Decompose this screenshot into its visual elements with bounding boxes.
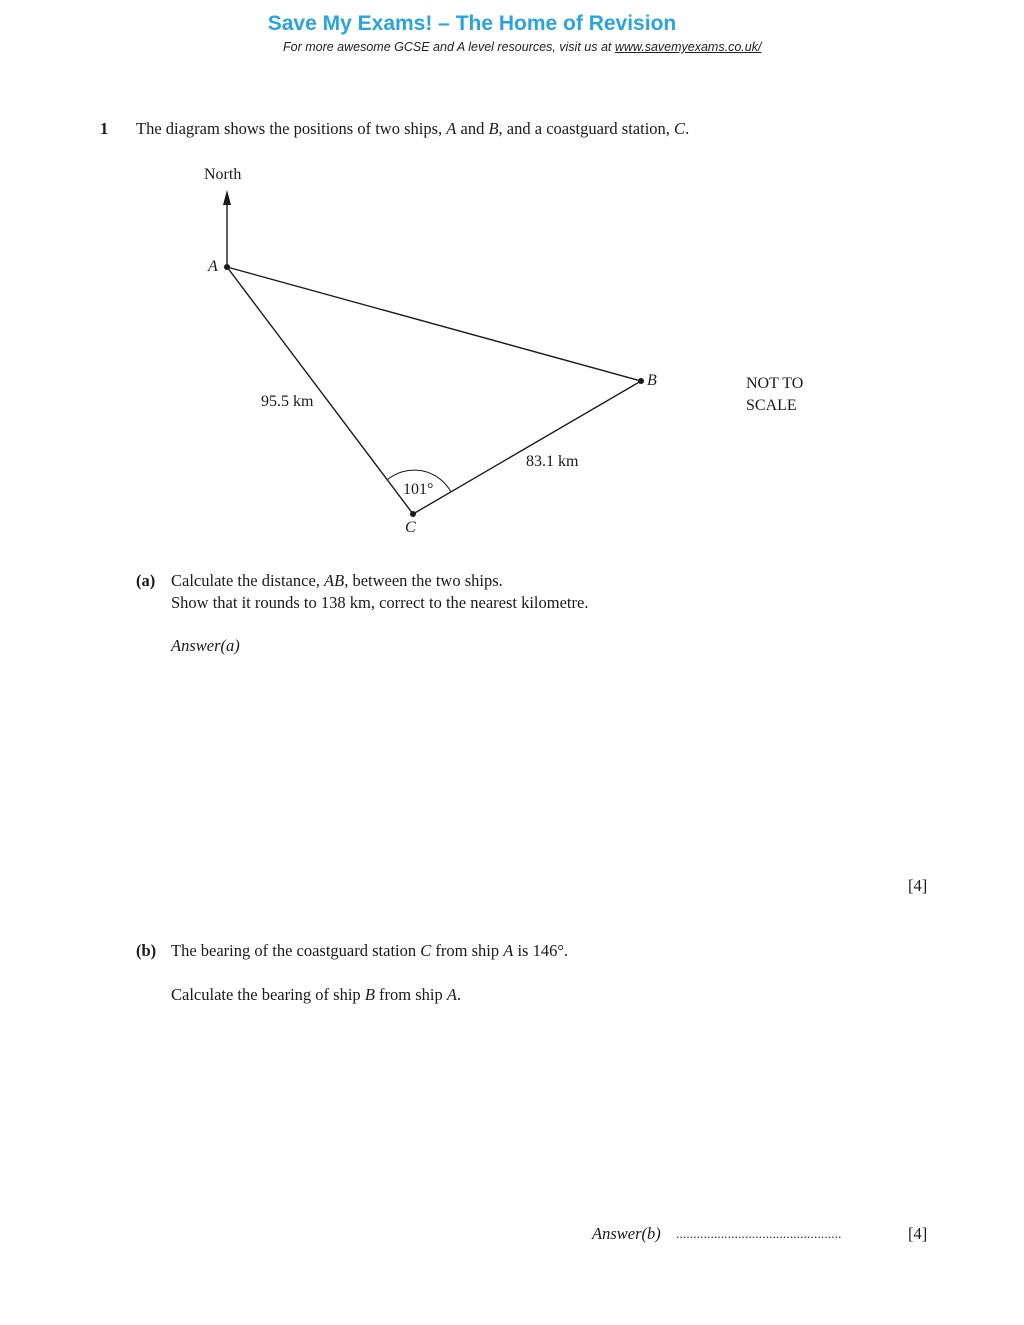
part-b-text: Calculate the bearing of ship — [171, 985, 365, 1004]
side-bc — [413, 381, 641, 514]
intro-text: and — [456, 119, 489, 138]
part-b-text: The bearing of the coastguard station — [171, 941, 421, 960]
site-subtitle-text: For more awesome GCSE and A level resources, visit us at — [283, 40, 615, 54]
side-ac-label: 95.5 km — [261, 393, 314, 410]
north-label: North — [204, 166, 242, 183]
point-a-label: A — [208, 258, 218, 275]
answer-a-label: Answer(a) — [171, 636, 240, 655]
intro-text: . — [685, 119, 690, 138]
part-b-text: from ship — [374, 985, 447, 1004]
intro-text: , and a coastguard station, — [498, 119, 675, 138]
point-a-dot — [224, 264, 230, 270]
part-b-text: . — [456, 985, 462, 1004]
part-a-text: Calculate the distance, — [171, 571, 325, 590]
scale-note-line1: NOT TO — [746, 375, 804, 392]
part-a-marks: [4] — [908, 876, 928, 895]
site-title: Save My Exams! – The Home of Revision — [267, 12, 677, 35]
part-b-label: (b) — [136, 941, 157, 960]
part-b-b: B — [364, 985, 375, 1004]
part-b-text: is 146°. — [513, 941, 569, 960]
point-b-dot — [638, 378, 644, 384]
part-a-ab: AB — [324, 571, 345, 590]
part-a-line1 — [171, 571, 503, 591]
answer-b-label: Answer(b) — [592, 1224, 661, 1243]
point-c-label: C — [405, 519, 416, 536]
part-b-a: A — [503, 941, 514, 960]
answer-b-line[interactable]: ................................................ — [676, 1226, 842, 1241]
intro-text: The diagram shows the positions of two ships, — [136, 119, 447, 138]
side-bc-label: 83.1 km — [526, 453, 579, 470]
part-b-marks: [4] — [908, 1224, 928, 1243]
part-b-line1 — [171, 941, 568, 961]
part-a-line2: Show that it rounds to 138 km, correct to the nearest kilometre. — [171, 593, 589, 612]
part-b-c: C — [420, 941, 432, 960]
part-a-label: (a) — [136, 571, 156, 590]
question-number: 1 — [100, 119, 109, 138]
part-b-a: A — [446, 985, 457, 1004]
part-a-text: , between the two ships. — [344, 571, 503, 590]
north-arrow-head — [223, 190, 231, 205]
intro-b: B — [488, 119, 499, 138]
point-c-dot — [410, 511, 416, 517]
scale-note-line2: SCALE — [746, 397, 797, 414]
part-b-text: from ship — [431, 941, 504, 960]
side-ab — [227, 267, 641, 381]
intro-a: A — [446, 119, 457, 138]
side-ac — [227, 267, 413, 514]
site-link[interactable]: www.savemyexams.co.uk/ — [614, 40, 762, 54]
intro-c: C — [674, 119, 686, 138]
point-b-label: B — [647, 372, 657, 389]
part-b-line2 — [171, 985, 461, 1005]
angle-c-label: 101° — [403, 481, 434, 498]
